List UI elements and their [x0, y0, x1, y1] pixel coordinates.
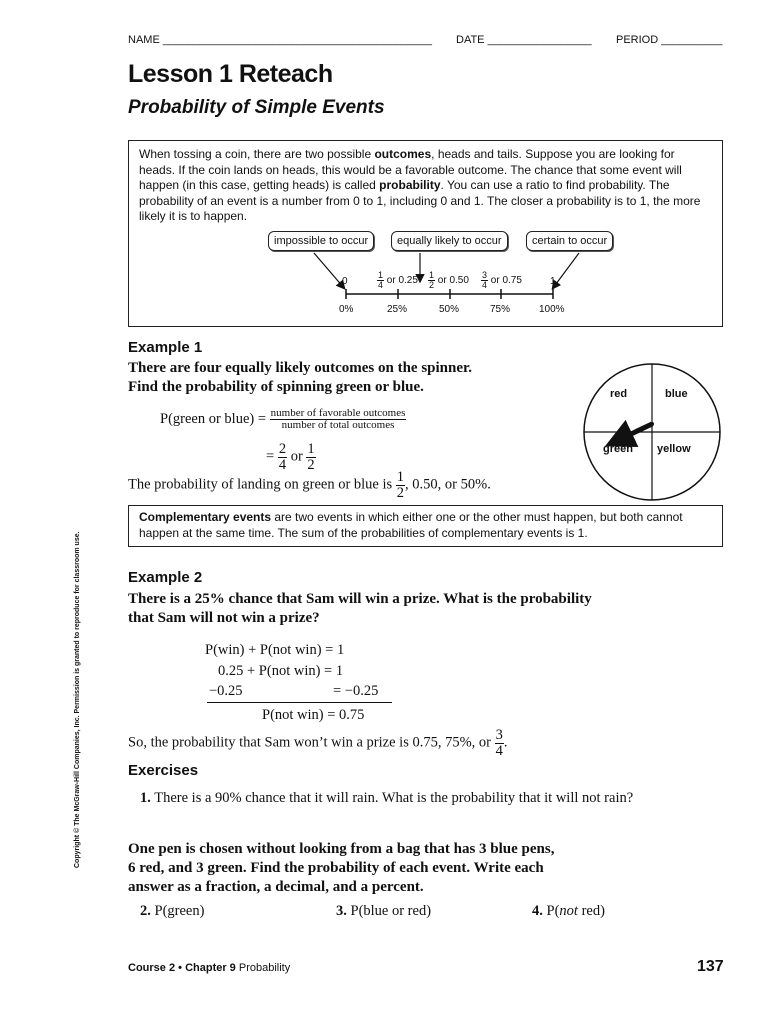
example1-heading: Example 1: [128, 339, 203, 356]
exercise-2: 2. P(green): [140, 903, 205, 919]
spinner-red: red: [610, 388, 628, 400]
date-field[interactable]: DATE _________________: [456, 34, 592, 46]
page-number: 137: [697, 958, 724, 975]
example2-line1: P(win) + P(not win) = 1: [205, 642, 345, 658]
example2-line3a: −0.25: [209, 683, 243, 699]
example2-answer: So, the probability that Sam won’t win a prize is 0.75, 75%, or $\frac{3}{4}$ .: [128, 727, 508, 759]
intro-box: [128, 140, 723, 327]
arrow-certain: [553, 253, 579, 288]
percent-25: 25%: [387, 304, 408, 315]
spinner-yellow: yellow: [657, 443, 691, 455]
complementary-text: Complementary events are two events in which either one or the other must happen, but both cannot happen at the same time. The sum of the probabilities of complementary events is 1.: [139, 510, 683, 540]
example2-line4: P(not win) = 0.75: [262, 707, 365, 723]
footer: Course 2 • Chapter 9 Probability: [128, 962, 291, 974]
exercises-heading: Exercises: [128, 762, 199, 779]
complementary-box: [128, 505, 723, 547]
label-certain: certain to occur: [526, 231, 613, 251]
value-0: 0: [342, 276, 348, 287]
period-field[interactable]: PERIOD __________: [616, 34, 723, 46]
label-equally-likely: equally likely to occur: [391, 231, 508, 251]
value-half: $\frac{1}{2}$ or 0.50: [429, 270, 469, 290]
exercise-4: 4. P(not red): [532, 903, 605, 919]
number-line: [129, 141, 722, 326]
exercise-1: 1. There is a 90% chance that it will rain. What is the probability that it will not rain?: [140, 790, 634, 806]
percent-75: 75%: [490, 304, 511, 315]
page-subtitle: Probability of Simple Events: [128, 97, 385, 118]
example2-line2: 0.25 + P(not win) = 1: [218, 663, 344, 679]
label-impossible: impossible to occur: [268, 231, 374, 251]
example1-question: There are four equally likely outcomes on the spinner. Find the probability of spinning green or blue.: [128, 360, 473, 395]
value-three-quarters: $\frac{3}{4}$ or 0.75: [482, 270, 522, 290]
example2-question: There is a 25% chance that Sam will win a prize. What is the probability that Sam will not win a prize?: [128, 591, 592, 626]
spinner-blue: blue: [665, 388, 688, 400]
percent-100: 100%: [539, 304, 565, 315]
name-field[interactable]: NAME ____________________________________________: [128, 34, 433, 46]
copyright-notice: Copyright © The McGraw-Hill Companies, Inc. Permission is granted to reproduce for classroom use.: [74, 531, 81, 868]
exercises-prompt: One pen is chosen without looking from a bag that has 3 blue pens, 6 red, and 3 green. Find the probability of each event. Write each answer as a fraction, a decimal, and a percent.: [128, 841, 555, 895]
example2-divider: [207, 702, 392, 703]
example1-answer: The probability of landing on green or blue is $\frac{1}{2}$ , 0.50, or 50%.: [128, 469, 491, 501]
spinner-green: green: [603, 443, 633, 455]
intro-text: When tossing a coin, there are two possible outcomes, heads and tails. Suppose you are looking for heads. If the coin lands on heads, this would be a favorable outcome. The chance that some event will happen (in this case, getting heads) is called probability. You can use a ratio to find probability. The probability of an event is a number from 0 to 1, including 0 and 1. The closer a probability is to 1, the more likely it is to happen.: [139, 147, 701, 223]
arrow-impossible: [314, 253, 344, 288]
value-quarter: $\frac{1}{4}$ or 0.25: [378, 270, 418, 290]
percent-50: 50%: [439, 304, 460, 315]
value-1: 1: [550, 276, 556, 287]
example2-heading: Example 2: [128, 569, 203, 586]
page-title: Lesson 1 Reteach: [128, 60, 333, 88]
example1-equation2: = $\frac{2}{4}$ or $\frac{1}{2}$: [266, 441, 315, 473]
exercise-3: 3. P(blue or red): [336, 903, 432, 919]
percent-0: 0%: [339, 304, 354, 315]
example1-equation1: P(green or blue) = $\frac{\text{number of favorable outcomes}}{\text{number of total outcomes}}$: [160, 407, 406, 431]
example2-line3b: = −0.25: [333, 683, 379, 699]
spinner: [582, 362, 722, 502]
